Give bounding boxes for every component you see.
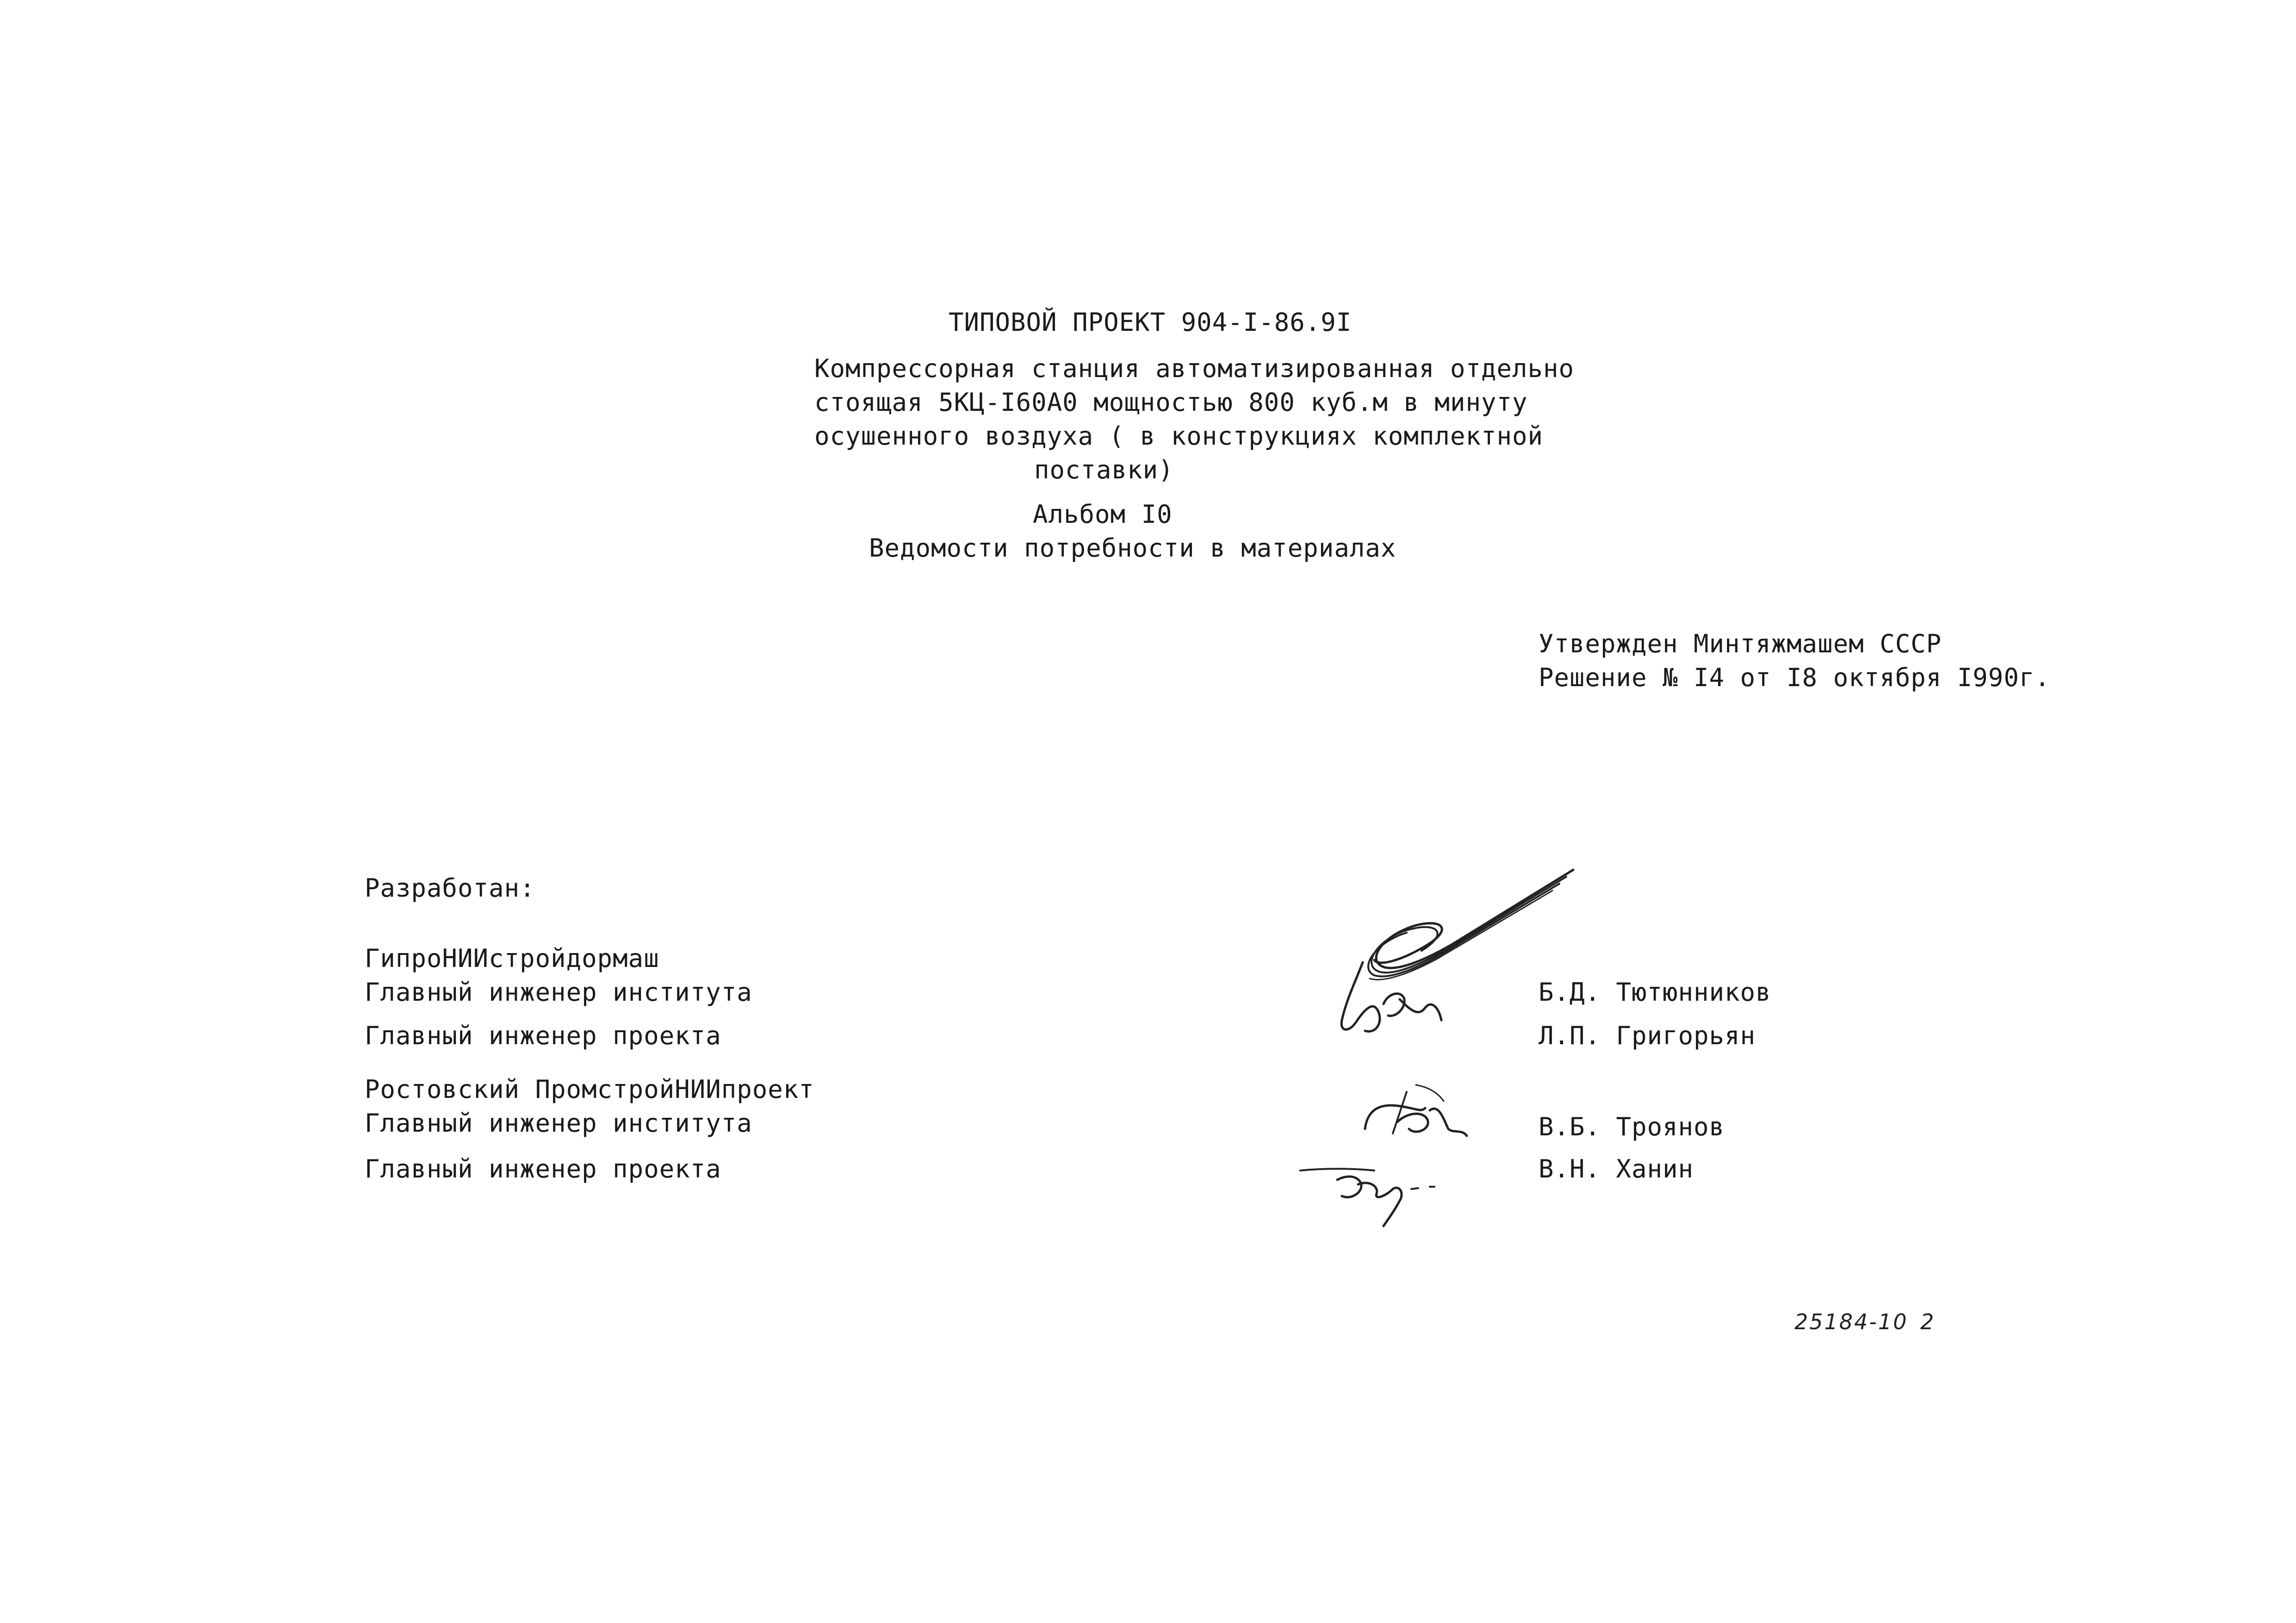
album-number: Альбом I0 — [1033, 500, 1173, 529]
page-number: 2 — [1920, 1309, 1936, 1334]
approval-line-2: Решение № I4 от I8 октября I990г. — [1539, 663, 2050, 692]
org2-person-2: В.Н. Ханин — [1539, 1154, 1694, 1183]
org2-role-1: Главный инженер института — [365, 1109, 752, 1138]
org2-name: Ростовский ПромстройНИИпроект — [365, 1075, 814, 1104]
org1-person-2: Л.П. Григорьян — [1539, 1021, 1756, 1050]
project-description-line-2: стоящая 5КЦ-I60А0 мощностью 800 куб.м в минуту — [814, 388, 1528, 417]
approval-line-1: Утвержден Минтяжмашем СССР — [1539, 629, 1942, 658]
signature-troyanov — [1347, 1059, 1495, 1152]
developed-label: Разработан: — [365, 873, 535, 903]
project-title: ТИПОВОЙ ПРОЕКТ 904-I-86.9I — [949, 308, 1352, 337]
album-title: Ведомости потребности в материалах — [869, 533, 1396, 563]
org1-person-1: Б.Д. Тютюнников — [1539, 978, 1771, 1007]
org2-role-2: Главный инженер проекта — [365, 1154, 721, 1183]
org2-person-1: В.Б. Троянов — [1539, 1112, 1725, 1141]
signature-khanin — [1296, 1143, 1462, 1231]
project-description-line-1: Компрессорная станция автоматизированная отдельно — [814, 354, 1575, 383]
project-description-line-4: поставки) — [1034, 455, 1174, 484]
project-description-line-3: осушенного воздуха ( в конструкциях комплектной — [814, 421, 1544, 451]
archive-code: 25184-10 — [1794, 1309, 1908, 1334]
org1-role-1: Главный инженер института — [365, 978, 752, 1007]
org1-name: ГипроНИИстройдормаш — [365, 944, 659, 973]
org1-role-2: Главный инженер проекта — [365, 1021, 721, 1050]
signature-tyutyunnikov — [1314, 861, 1592, 1055]
